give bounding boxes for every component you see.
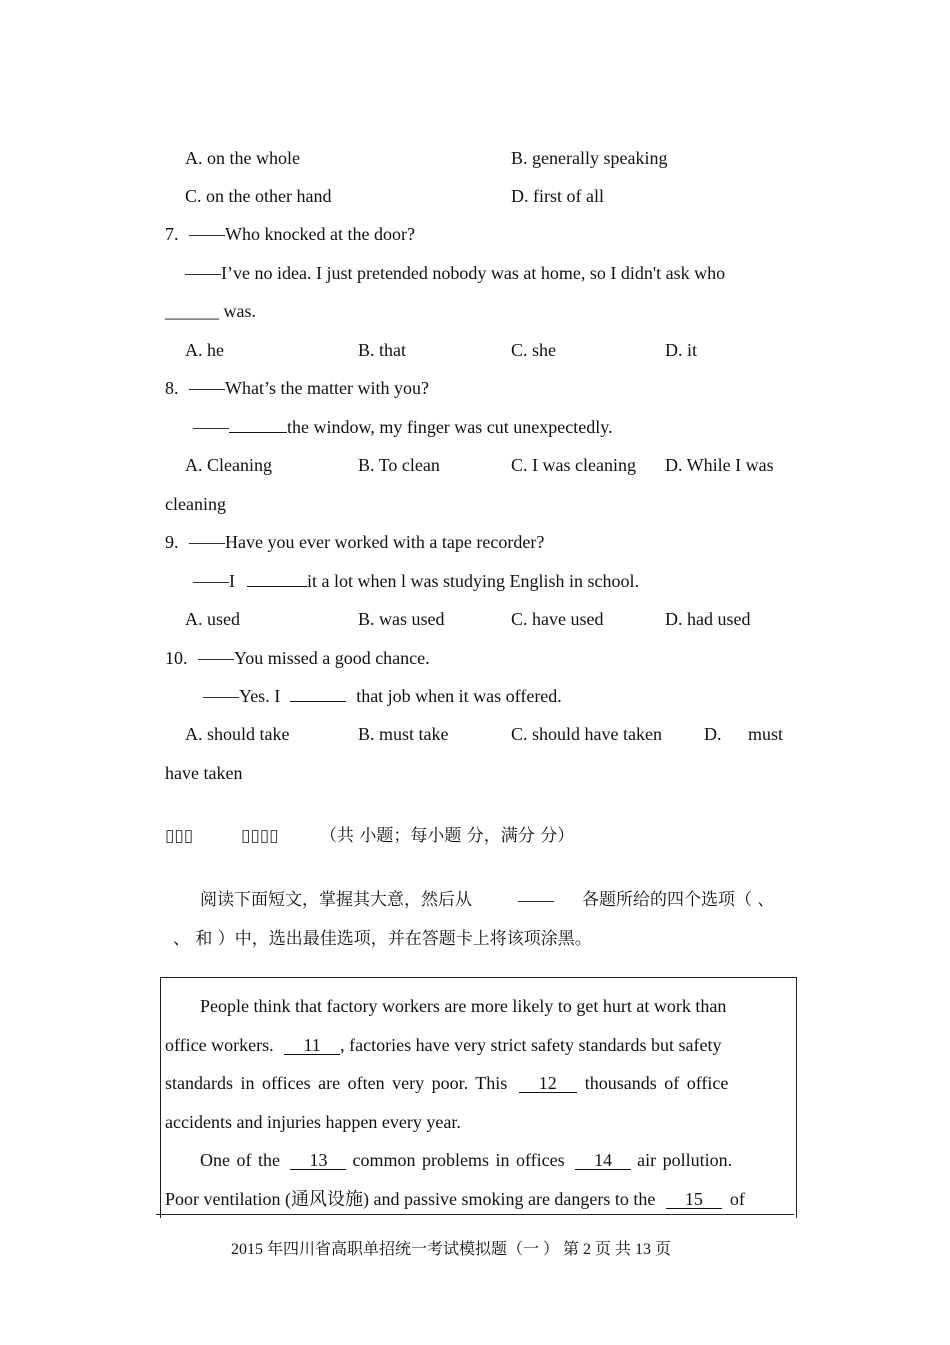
page-footer: 2015 年四川省高职单招统一考试模拟题（一 ） 第 2 页 共 13 页 — [231, 1241, 672, 1258]
question-number: 7. — [165, 224, 179, 244]
q7-reply-cont — [165, 300, 256, 322]
passage-line-2 — [165, 1034, 721, 1056]
q9-prompt — [165, 531, 544, 553]
passage-line-1: People think that factory workers are more likely to get hurt at work than — [200, 996, 727, 1016]
q7-option-a: A. he — [185, 340, 224, 360]
q7-reply: ——I’ve no idea. I just pretended nobody was at home, so I didn't ask who — [185, 263, 726, 283]
passage-line-4: accidents and injuries happen every year. — [165, 1112, 461, 1132]
q7-option-c: C. she — [511, 340, 556, 360]
instruction-dash: —— — [518, 890, 554, 910]
passage-text: standards in offices are often very poor. This — [165, 1073, 508, 1093]
reply-suffix: it a lot when l was studying English in school. — [307, 571, 639, 591]
instruction-line-2: 、 和 ）中，选出最佳选项，并在答题卡上将该项涂黑。 — [173, 929, 592, 949]
question-number: 8. — [165, 378, 179, 398]
q9-reply — [193, 570, 639, 592]
passage-blank-11: 11 — [284, 1036, 340, 1055]
section-heading-left: ▯▯▯ — [165, 826, 194, 846]
q8-option-b: B. To clean — [358, 455, 440, 475]
q10-option-d-text: must — [748, 724, 784, 744]
section-heading-mid: ▯▯▯▯ — [241, 826, 279, 846]
passage-line-3 — [165, 1072, 728, 1094]
answer-blank — [247, 586, 307, 587]
q10-option-a: A. should take — [185, 724, 290, 744]
passage-text: common problems in offices — [352, 1150, 565, 1170]
question-number: 9. — [165, 532, 179, 552]
q9-option-d: D. had used — [665, 609, 751, 629]
passage-text: , factories have very strict safety standards but safety — [340, 1035, 722, 1055]
q6-option-c: C. on the other hand — [185, 186, 332, 206]
q8-option-d: D. While I was — [665, 455, 774, 475]
section-heading-detail: （共 小题；每小题 分，满分 分） — [320, 826, 575, 846]
q8-option-a: A. Cleaning — [185, 455, 272, 475]
q10-option-b: B. must take — [358, 724, 449, 744]
question-text: ——You missed a good chance. — [198, 648, 430, 668]
passage-text: office workers. — [165, 1035, 274, 1055]
q6-option-a: A. on the whole — [185, 148, 300, 168]
reply-suffix: that job when it was offered. — [356, 686, 562, 706]
q10-prompt — [165, 647, 430, 669]
instruction-line-1b: 各题所给的四个选项（ 、 — [582, 890, 775, 910]
question-text: ——What’s the matter with you? — [189, 378, 429, 398]
q8-option-c: C. I was cleaning — [511, 455, 636, 475]
q6-option-d: D. first of all — [511, 186, 604, 206]
reply-prefix: ——Yes. I — [203, 686, 281, 706]
q7-option-d: D. it — [665, 340, 698, 360]
answer-blank — [290, 701, 346, 702]
reply-prefix: ——I — [193, 571, 235, 591]
passage-line-5 — [200, 1149, 732, 1171]
passage-box-bottom-rule — [156, 1214, 794, 1215]
passage-text: One of the — [200, 1150, 280, 1170]
question-number: 10. — [165, 648, 188, 668]
q9-option-c: C. have used — [511, 609, 604, 629]
q8-option-d-wrap: cleaning — [165, 494, 226, 514]
q10-option-d-wrap: have taken — [165, 763, 243, 783]
passage-text: thousands of office — [584, 1073, 729, 1093]
answer-blank — [229, 432, 287, 433]
q10-option-c: C. should have taken — [511, 724, 662, 744]
passage-blank-15: 15 — [666, 1190, 722, 1209]
q8-reply — [193, 416, 613, 438]
passage-text: of — [729, 1189, 745, 1209]
q10-reply — [203, 685, 562, 707]
question-text: ——Have you ever worked with a tape recorder? — [189, 532, 545, 552]
reply-text: was. — [219, 301, 256, 321]
passage-text: air pollution. — [637, 1150, 733, 1170]
passage-blank-13: 13 — [290, 1151, 346, 1170]
q9-option-b: B. was used — [358, 609, 445, 629]
q9-option-a: A. used — [185, 609, 240, 629]
reply-prefix: —— — [193, 417, 229, 437]
instruction-line-1a: 阅读下面短文，掌握其大意，然后从 — [200, 890, 472, 910]
passage-text: Poor ventilation (通风设施) and passive smoking are dangers to the — [165, 1189, 656, 1209]
passage-line-6 — [165, 1188, 745, 1210]
passage-blank-12: 12 — [519, 1074, 577, 1093]
q7-prompt — [165, 223, 415, 245]
q7-option-b: B. that — [358, 340, 406, 360]
question-text: ——Who knocked at the door? — [189, 224, 415, 244]
answer-blank: ______ — [165, 301, 219, 321]
passage-blank-14: 14 — [575, 1151, 631, 1170]
q10-option-d: D. — [704, 724, 722, 744]
q8-prompt — [165, 377, 429, 399]
q6-option-b: B. generally speaking — [511, 148, 668, 168]
reply-suffix: the window, my finger was cut unexpectedly. — [287, 417, 613, 437]
